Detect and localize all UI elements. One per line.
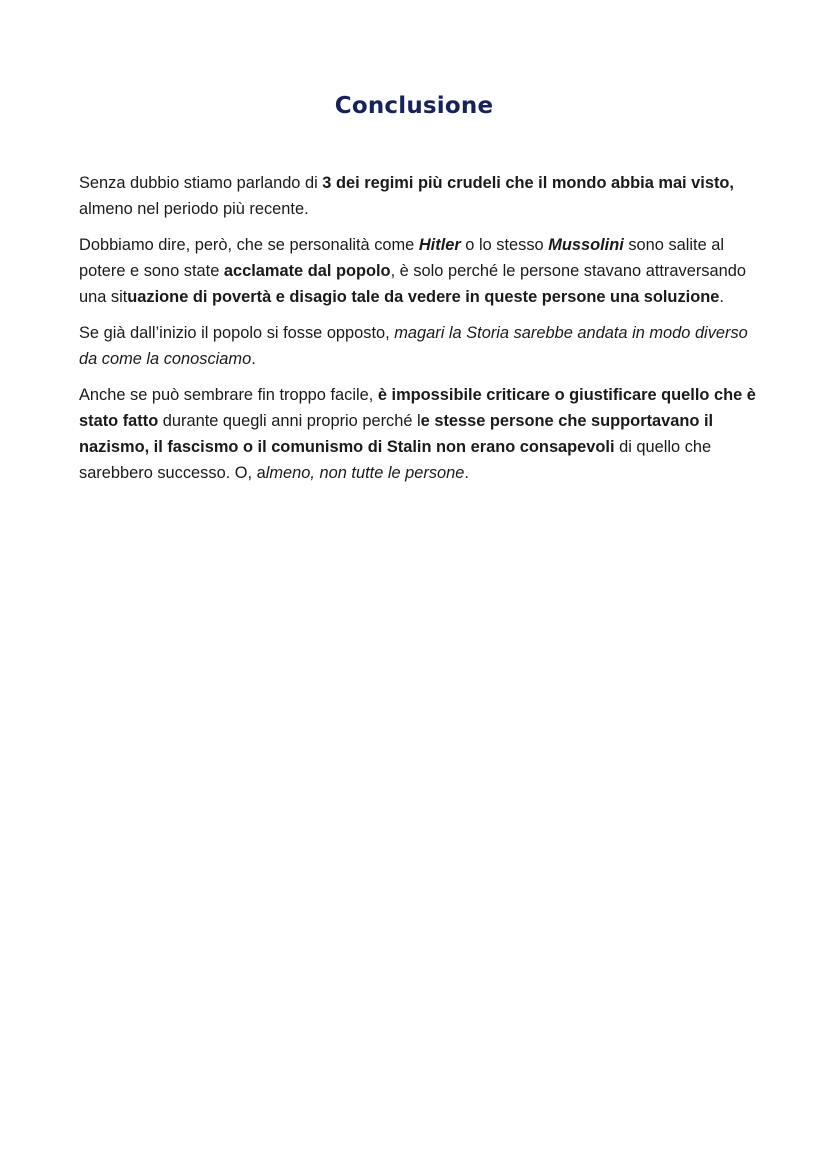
text-run: Anche se può sembrare fin troppo facile, bbox=[79, 386, 378, 404]
document-body bbox=[79, 170, 759, 496]
paragraph-2 bbox=[79, 232, 759, 310]
paragraph-4 bbox=[79, 382, 759, 486]
text-run-bold bbox=[419, 236, 461, 254]
text-run-italic: lmeno, non tutte le persone bbox=[265, 464, 465, 482]
text-run-bold-italic: Hitler bbox=[418, 236, 461, 254]
text-run-bold-italic: Mussolini bbox=[548, 236, 624, 254]
text-run-bold bbox=[548, 236, 624, 254]
text-run-bold: acclamate dal popolo bbox=[223, 262, 391, 280]
text-run: Senza dubbio stiamo parlando di bbox=[79, 174, 323, 192]
text-run-italic: magari la Storia sarebbe andata in modo diverso da come la conosciamo bbox=[79, 324, 748, 368]
text-run-bold: e stesse persone che supportavano il nazismo, il fascismo o il comunismo di Stalin non erano consapevoli bbox=[79, 412, 714, 456]
text-run: , è solo perché le persone stavano attraversando una sit bbox=[79, 262, 746, 306]
paragraph-3 bbox=[79, 320, 759, 372]
text-run: sono salite al potere e sono state bbox=[79, 236, 725, 280]
text-run: di quello che sarebbero successo. O, a bbox=[79, 438, 712, 482]
text-run: o lo stesso bbox=[460, 236, 549, 254]
text-run: Dobbiamo dire, però, che se personalità come bbox=[79, 236, 419, 254]
text-run-bold: è impossibile criticare o giustificare quello che è stato fatto bbox=[79, 386, 756, 430]
text-run-bold: 3 dei regimi più crudeli che il mondo abbia mai visto, bbox=[322, 174, 734, 192]
text-run: . bbox=[251, 350, 256, 368]
text-run: durante quegli anni proprio perché l bbox=[158, 412, 421, 430]
page-title: Conclusione bbox=[334, 93, 494, 119]
text-run: . bbox=[719, 288, 724, 306]
text-run-bold: uazione di povertà e disagio tale da vedere in queste persone una soluzione bbox=[127, 288, 720, 306]
paragraph-1 bbox=[79, 170, 759, 222]
text-run: Se già dall’inizio il popolo si fosse opposto, bbox=[79, 324, 395, 342]
text-run: almeno nel periodo più recente. bbox=[79, 200, 309, 218]
text-run: . bbox=[464, 464, 469, 482]
